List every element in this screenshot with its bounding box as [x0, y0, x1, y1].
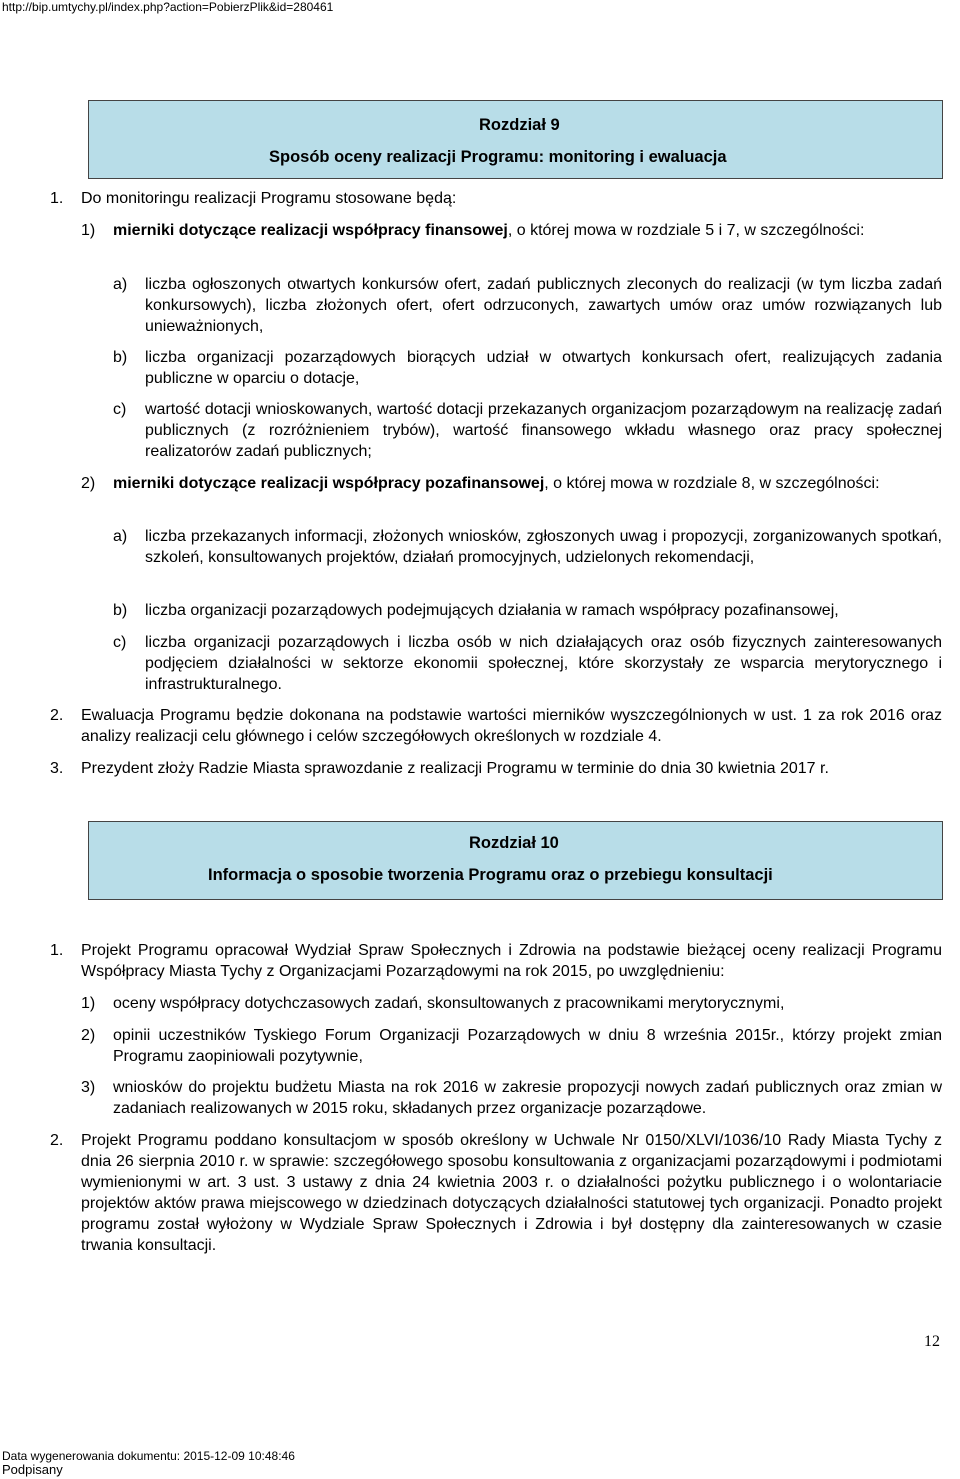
- s1-p1-b-number: b): [113, 349, 128, 366]
- s1-number: 1.: [50, 190, 64, 207]
- s1-p2-a-text: liczba przekazanych informacji, złożonych wniosków, zgłoszonych uwag i propozycji, zorganizowanych spotkań, szkoleń, konsultowanych projektów, działań promocyjnych, udzielonych rekomendacji,: [145, 528, 942, 566]
- s1-p2-rest: , o której mowa w rozdziale 8, w szczególności:: [544, 475, 880, 492]
- s1-p2-c-text: liczba organizacji pozarządowych i liczba osób w nich działających oraz osób fizycznych zainteresowanych podjęciem działalności w sektorze ekonomii społecznej, które skorzystały ze wsparcia merytorycznego i infrastrukturalnego.: [145, 634, 942, 693]
- s1-p1-a-text: liczba ogłoszonych otwartych konkursów ofert, zadań publicznych zleconych do realizacji (w tym liczba zadań konkursowych), liczba złożonych ofert, ofert odrzuconych, zawartych umów oraz umów rozwiązanych lub unieważnionych,: [145, 276, 942, 335]
- chapter10-title: Rozdział 10: [469, 834, 559, 852]
- s1-p2-bold: mierniki dotyczące realizacji współpracy pozafinansowej: [113, 475, 545, 492]
- s2-text: Ewaluacja Programu będzie dokonana na podstawie wartości mierników wyszczególnionych w ust. 1 za rok 2016 oraz analizy realizacji celu głównego i celów szczegółowych określonych w rozdziale 4.: [81, 707, 942, 745]
- s1-p1-b-text: liczba organizacji pozarządowych biorących udział w otwartych konkursach ofert, realizujących zadania publiczne w oparciu o dotacje,: [145, 349, 942, 387]
- s1-p2-c-number: c): [113, 634, 127, 651]
- s1-p1-rest: , o której mowa w rozdziale 5 i 7, w szczególności:: [507, 222, 865, 239]
- s1-p2-b-text: liczba organizacji pozarządowych podejmujących działania w ramach współpracy pozafinansowej,: [145, 602, 839, 619]
- s1-p1-text: [113, 220, 942, 241]
- chapter9-box: [88, 100, 943, 179]
- t1-i3-text: wniosków do projektu budżetu Miasta na rok 2016 w zakresie propozycji nowych zadań publicznych oraz zmian w zadaniach realizowanych w 2015 roku, składanych przez organizacje pozarządowe.: [113, 1079, 942, 1117]
- t1-number: 1.: [50, 942, 64, 959]
- s1-p1-bold: mierniki dotyczące realizacji współpracy finansowej: [113, 222, 508, 239]
- page-number: 12: [924, 1333, 940, 1350]
- footer-date: Data wygenerowania dokumentu: 2015-12-09 10:48:46: [2, 1449, 295, 1463]
- s1-p1-c-number: c): [113, 401, 127, 418]
- t1-i2-text: opinii uczestników Tyskiego Forum Organizacji Pozarządowych w dniu 8 września 2015r., którzy projekt zmian Programu zaopiniowali pozytywnie,: [113, 1027, 942, 1065]
- s1-text: Do monitoringu realizacji Programu stosowane będą:: [81, 190, 457, 207]
- s1-p2-a-number: a): [113, 528, 128, 545]
- chapter9-title: Rozdział 9: [479, 116, 560, 134]
- t1-i3-number: 3): [81, 1079, 96, 1096]
- s2-number: 2.: [50, 707, 64, 724]
- chapter10-box: [88, 821, 943, 900]
- header-url: http://bip.umtychy.pl/index.php?action=PobierzPlik&id=280461: [2, 0, 334, 14]
- t2-text: Projekt Programu poddano konsultacjom w sposób określony w Uchwale Nr 0150/XLVI/1036/10 Rady Miasta Tychy z dnia 26 sierpnia 2010 r. w sprawie: szczegółowego sposobu konsultowania z organizacjami pozarządowymi i podmiotami wymienionymi w art. 3 ust. 3 ustawy z dnia 24 kwietnia 2003 r. o działalności pożytku publicznego i o wolontariacie projektów aktów prawa miejscowego w dziedzinach dotyczących działalności statutowej tych organizacji. Ponadto projekt programu został wyłożony w Wydziale Spraw Społecznych i Zdrowia i był dostępny dla zainteresowanych w czasie trwania konsultacji.: [81, 1132, 942, 1254]
- t1-text: Projekt Programu opracował Wydział Spraw Społecznych i Zdrowia na podstawie bieżącej oceny realizacji Programu Współpracy Miasta Tychy z Organizacjami Pozarządowymi na rok 2015, po uwzględnieniu:: [81, 942, 942, 980]
- s1-p1-c-text: wartość dotacji wnioskowanych, wartość dotacji przekazanych organizacjom pozarządowym na realizację zadań publicznych (z rozróżnieniem trybów), wartość finansowego wkładu własnego oraz pracy społecznej realizatorów zadań publicznych;: [145, 401, 942, 460]
- s1-p1-number: 1): [81, 222, 96, 239]
- s1-p1-a-number: a): [113, 276, 128, 293]
- s1-p2-number: 2): [81, 475, 96, 492]
- chapter10-subtitle: Informacja o sposobie tworzenia Programu oraz o przebiegu konsultacji: [208, 866, 773, 884]
- t1-i1-text: oceny współpracy dotychczasowych zadań, skonsultowanych z pracownikami merytorycznymi,: [113, 995, 785, 1012]
- t2-number: 2.: [50, 1132, 64, 1149]
- s1-p2-text: [113, 473, 942, 494]
- s3-text: Prezydent złoży Radzie Miasta sprawozdanie z realizacji Programu w terminie do dnia 30 kwietnia 2017 r.: [81, 760, 829, 777]
- t1-i1-number: 1): [81, 995, 96, 1012]
- t1-i2-number: 2): [81, 1027, 96, 1044]
- s1-p2-b-number: b): [113, 602, 128, 619]
- footer-signed: Podpisany: [2, 1462, 63, 1477]
- chapter9-subtitle: Sposób oceny realizacji Programu: monitoring i ewaluacja: [269, 148, 727, 166]
- s3-number: 3.: [50, 760, 64, 777]
